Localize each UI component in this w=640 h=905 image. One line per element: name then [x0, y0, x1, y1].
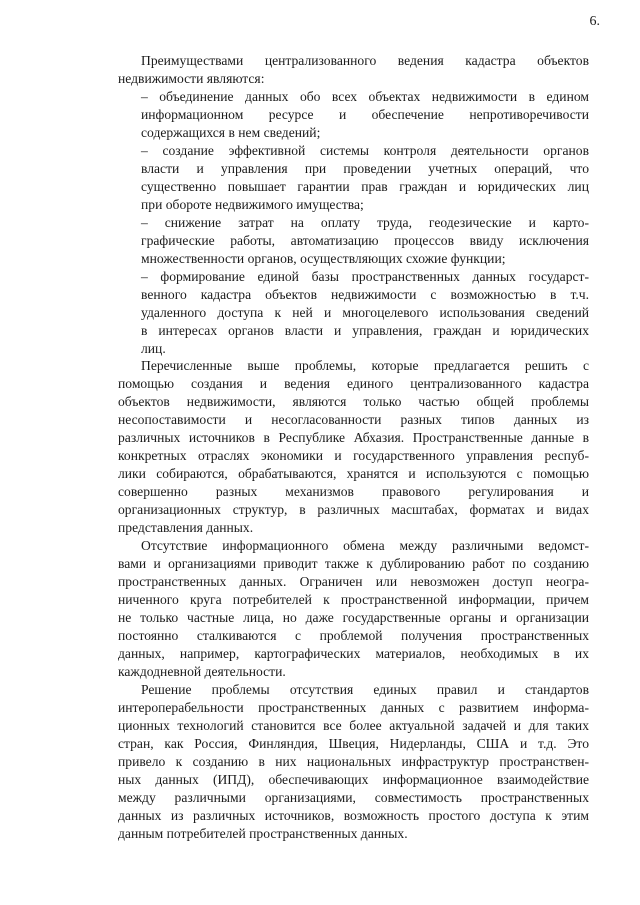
- text-line: власти и управления при проведении учетных операций, что: [141, 161, 589, 176]
- text-line: ционных технологий становится все более актуальной задачей и для таких: [118, 718, 589, 733]
- page-number: 6.: [589, 14, 600, 29]
- text-line: ниченного круга потребителей к пространственной информации, причем: [118, 592, 589, 607]
- text-line: объектов недвижимости, являются только частью общей проблемы: [118, 394, 589, 409]
- text-line: Преимуществами централизованного ведения кадастра объектов: [141, 53, 589, 68]
- text-line: множественности органов, осуществляющих схожие функции;: [141, 251, 506, 266]
- text-line: содержащихся в нем сведений;: [141, 125, 321, 140]
- text-line: постоянно сталкиваются с проблемой получения пространственных: [118, 628, 589, 643]
- text-line: при обороте недвижимого имущества;: [141, 197, 364, 212]
- text-line: ных данных (ИПД), обеспечивающих информационное взаимодействие: [118, 772, 589, 787]
- text-line: между различными организациями, совместимость пространственных: [118, 790, 589, 805]
- text-line: конкретных отраслях экономики и государственного управления респуб-: [118, 448, 589, 463]
- text-line: стран, как Россия, Финляндия, Швеция, Нидерланды, США и т.д. Это: [118, 736, 589, 751]
- text-line: организационных структур, в различных масштабах, форматах и видах: [118, 502, 589, 517]
- text-line: графические работы, автоматизацию процессов ввиду исключения: [141, 233, 589, 248]
- text-line: существенно повышает гарантии прав граждан и юридических лиц: [141, 179, 589, 194]
- text-line: лики собираются, обрабатываются, хранятся и используются с помощью: [118, 466, 589, 481]
- text-line: вами и организациями приводит также к дублированию работ по созданию: [118, 556, 589, 571]
- text-line: помощью создания и ведения единого централизованного кадастра: [118, 376, 589, 391]
- text-line: пространственных данных. Ограничен или невозможен доступ неогра-: [118, 574, 589, 589]
- text-line: данных из различных источников, возможность простого доступа к этим: [118, 808, 589, 823]
- text-line: каждодневной деятельности.: [118, 664, 286, 679]
- text-line: информационном ресурсе и обеспечение непротиворечивости: [141, 107, 589, 122]
- text-line: удаленного доступа к ней и многоцелевого использования сведений: [141, 305, 589, 320]
- text-line: – объединение данных обо всех объектах недвижимости в едином: [141, 89, 589, 104]
- text-line: несопоставимости и несогласованности разных типов данных из: [118, 412, 589, 427]
- text-line: Перечисленные выше проблемы, которые предлагается решить с: [141, 358, 589, 373]
- text-line: привело к созданию в них национальных инфраструктур пространствен-: [118, 754, 589, 769]
- text-line: венного кадастра объектов недвижимости с возможностью в т.ч.: [141, 287, 589, 302]
- text-line: совершенно разных механизмов правового регулирования и: [118, 484, 589, 499]
- text-line: различных источников в Республике Абхазия. Пространственные данные в: [118, 430, 589, 445]
- text-line: не только частные лица, но даже государственные органы и организации: [118, 610, 589, 625]
- text-line: – снижение затрат на оплату труда, геодезические и карто-: [141, 215, 589, 230]
- text-line: лиц.: [141, 341, 166, 356]
- text-line: данных, например, картографических материалов, необходимых в их: [118, 646, 589, 661]
- text-line: представления данных.: [118, 520, 254, 535]
- text-line: данным потребителей пространственных данных.: [118, 826, 408, 841]
- text-line: Отсутствие информационного обмена между различными ведомст-: [141, 538, 589, 553]
- text-line: – создание эффективной системы контроля деятельности органов: [141, 143, 589, 158]
- text-line: – формирование единой базы пространственных данных государст-: [141, 269, 589, 284]
- text-line: интероперабельности пространственных данных с развитием информа-: [118, 700, 589, 715]
- text-line: недвижимости являются:: [118, 71, 265, 86]
- text-line: в интересах органов власти и управления, граждан и юридических: [141, 323, 589, 338]
- text-line: Решение проблемы отсутствия единых правил и стандартов: [141, 682, 589, 697]
